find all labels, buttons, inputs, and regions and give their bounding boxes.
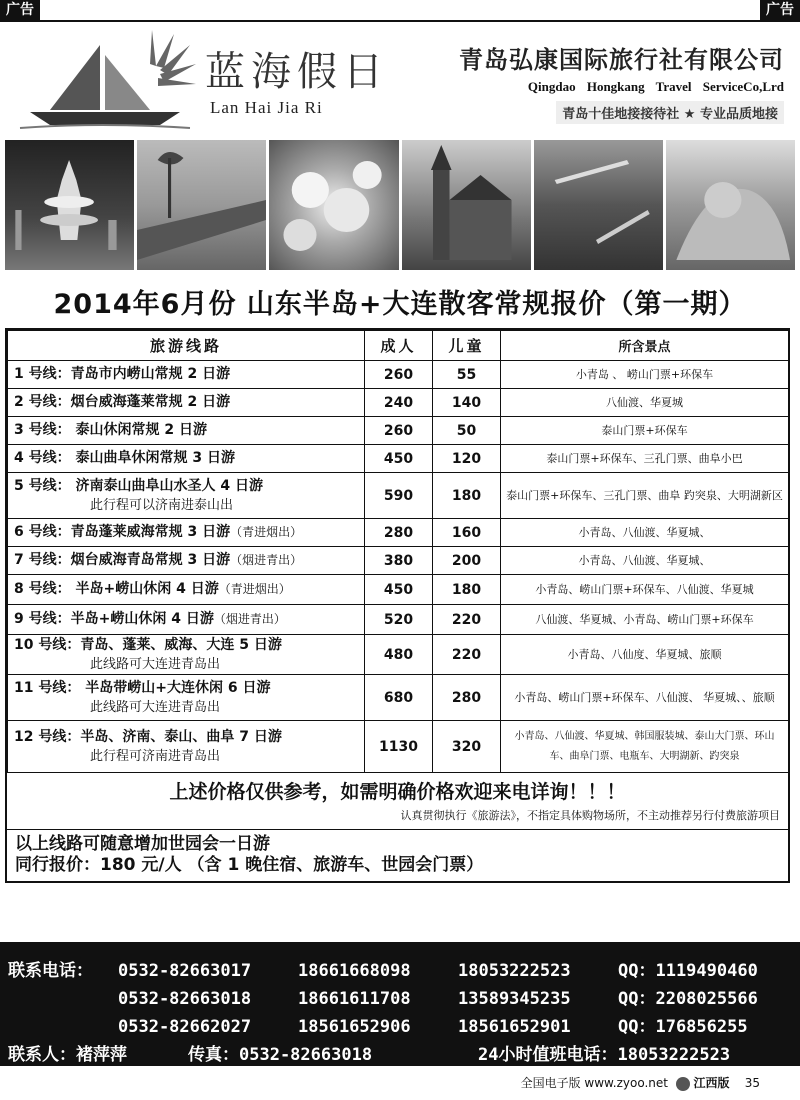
scenic-cell: 泰山门票+环保车 xyxy=(501,417,789,445)
route-name: 3 号线： 泰山休闲常规 2 日游 xyxy=(14,422,207,438)
edition-badge-icon xyxy=(676,1077,690,1091)
law-note: 认真贯彻执行《旅游法》，不指定具体购物场所，不主动推荐另行付费旅游项目 xyxy=(400,809,780,822)
price-table-box xyxy=(5,328,790,883)
route-name: 11 号线： 半岛带崂山+大连休闲 6 日游 xyxy=(14,679,271,696)
route-name: 4 号线： 泰山曲阜休闲常规 3 日游 xyxy=(14,450,235,466)
extra-offer-line1: 以上线路可随意增加世园会一日游 xyxy=(15,834,270,854)
contact-row-3 xyxy=(0,1012,800,1042)
child-price-cell: 160 xyxy=(433,519,501,547)
qq-number[interactable]: QQ：2208025566 xyxy=(618,989,758,1009)
adult-price-cell: 520 xyxy=(365,605,433,635)
scenic-cell: 泰山门票+环保车、三孔门票、曲阜小巴 xyxy=(501,445,789,473)
footer-edition: 江西版 xyxy=(693,1076,730,1090)
fax-number[interactable]: 传真：0532-82663018 xyxy=(188,1045,373,1065)
contact-person: 联系人：褚萍萍 xyxy=(8,1045,127,1065)
sailboat-logo-icon xyxy=(10,30,200,130)
company-name-cn: 青岛弘康国际旅行社有限公司 xyxy=(459,46,784,74)
logo-subtitle: Lan Hai Jia Ri xyxy=(210,98,323,117)
ad-label-right: 广告 xyxy=(760,0,800,20)
phone[interactable]: 18661611708 xyxy=(298,989,411,1009)
route-name: 12 号线：半岛、济南、泰山、曲阜 7 日游 xyxy=(14,728,282,745)
phone[interactable]: 18661668098 xyxy=(298,961,411,981)
col-header-adult: 成人 xyxy=(365,331,433,361)
phone[interactable]: 0532-82663018 xyxy=(118,989,252,1009)
route-cell xyxy=(8,721,365,773)
route-name: 9 号线：半岛+崂山休闲 4 日游 xyxy=(14,611,214,627)
route-name: 2 号线：烟台威海蓬莱常规 2 日游 xyxy=(14,394,231,410)
adult-price-cell: 260 xyxy=(365,417,433,445)
footer xyxy=(521,1074,760,1091)
table-row xyxy=(8,389,789,417)
photo-church xyxy=(402,140,531,270)
table-row xyxy=(8,675,789,721)
adult-price-cell: 680 xyxy=(365,675,433,721)
logo xyxy=(10,30,390,130)
child-price-cell: 220 xyxy=(433,635,501,675)
phone[interactable]: 18561652901 xyxy=(458,1017,571,1037)
route-direction: （青进烟出） xyxy=(230,525,303,539)
scenic-cell: 小青岛 、 崂山门票+环保车 xyxy=(501,361,789,389)
route-name: 8 号线： 半岛+崂山休闲 4 日游 xyxy=(14,581,219,597)
scenic-cell: 小青岛、崂山门票+环保车、八仙渡、华夏城 xyxy=(501,575,789,605)
route-cell xyxy=(8,445,365,473)
route-cell xyxy=(8,361,365,389)
company-info xyxy=(444,40,784,124)
page-number: 35 xyxy=(744,1076,760,1090)
adult-price-cell: 380 xyxy=(365,547,433,575)
company-name-en: Qingdao Hongkang Travel ServiceCo,Lrd xyxy=(527,79,784,94)
phone[interactable]: 13589345235 xyxy=(458,989,571,1009)
table-row xyxy=(8,605,789,635)
contact-panel xyxy=(0,942,800,1066)
logo-title: 蓝海假日 xyxy=(205,49,389,95)
table-row xyxy=(8,519,789,547)
child-price-cell: 140 xyxy=(433,389,501,417)
company-slogan: 青岛十佳地接接待社 ★ 专业品质地接 xyxy=(556,101,784,124)
adult-price-cell: 240 xyxy=(365,389,433,417)
route-note: 此线路可大连进青岛出 xyxy=(90,656,221,672)
scenic-cell: 小青岛、八仙渡、华夏城、 xyxy=(501,547,789,575)
qq-number[interactable]: QQ：176856255 xyxy=(618,1017,748,1037)
adult-price-cell: 590 xyxy=(365,473,433,519)
extra-offer xyxy=(7,829,788,881)
scenic-cell: 小青岛、八仙渡、华夏城、韩国服装城、泰山大门票、环山车、曲阜门票、电瓶车、大明湖新、趵突泉 xyxy=(501,721,789,773)
table-row xyxy=(8,361,789,389)
table-row xyxy=(8,635,789,675)
route-direction: （烟进青出） xyxy=(213,612,286,626)
child-price-cell: 120 xyxy=(433,445,501,473)
route-direction: （青进烟出） xyxy=(218,582,291,596)
route-note: 此行程可济南进青岛出 xyxy=(90,748,221,764)
route-cell xyxy=(8,605,365,635)
route-cell xyxy=(8,547,365,575)
table-row xyxy=(8,473,789,519)
qq-number[interactable]: QQ：1119490460 xyxy=(618,961,758,981)
scenic-cell: 小青岛、崂山门票+环保车、八仙渡、 华夏城、、旅顺 xyxy=(501,675,789,721)
child-price-cell: 320 xyxy=(433,721,501,773)
table-row xyxy=(8,547,789,575)
photo-sand-sculpture xyxy=(666,140,795,270)
scenic-cell: 八仙渡、华夏城、小青岛、崂山门票+环保车 xyxy=(501,605,789,635)
hotline[interactable]: 24小时值班电话：18053222523 xyxy=(478,1045,731,1065)
route-cell xyxy=(8,473,365,519)
phone-label: 联系电话： xyxy=(8,961,93,981)
contact-row-4 xyxy=(0,1040,800,1070)
route-cell xyxy=(8,519,365,547)
child-price-cell: 50 xyxy=(433,417,501,445)
route-name: 10 号线：青岛、蓬莱、威海、大连 5 日游 xyxy=(14,636,282,653)
child-price-cell: 280 xyxy=(433,675,501,721)
child-price-cell: 180 xyxy=(433,473,501,519)
col-header-child: 儿童 xyxy=(433,331,501,361)
contact-row-1 xyxy=(0,956,800,986)
header xyxy=(10,30,790,135)
phone[interactable]: 0532-82663017 xyxy=(118,961,252,981)
phone[interactable]: 18561652906 xyxy=(298,1017,411,1037)
route-note: 此行程可以济南进泰山出 xyxy=(90,497,234,513)
price-table xyxy=(7,330,789,773)
route-cell xyxy=(8,575,365,605)
route-name: 7 号线：烟台威海青岛常规 3 日游 xyxy=(14,552,231,568)
route-name: 1 号线：青岛市内崂山常规 2 日游 xyxy=(14,366,231,382)
scenic-cell: 小青岛、八仙度、华夏城、旅顺 xyxy=(501,635,789,675)
child-price-cell: 220 xyxy=(433,605,501,635)
route-cell xyxy=(8,635,365,675)
scenic-cell: 泰山门票+环保车、三孔门票、曲阜 趵突泉、大明湖新区 xyxy=(501,473,789,519)
photo-boardwalk xyxy=(137,140,266,270)
photo-pier xyxy=(534,140,663,270)
route-name: 5 号线： 济南泰山曲阜山水圣人 4 日游 xyxy=(14,477,263,494)
table-row xyxy=(8,721,789,773)
adult-price-cell: 480 xyxy=(365,635,433,675)
table-header-row xyxy=(8,331,789,361)
photo-night-tower xyxy=(5,140,134,270)
adult-price-cell: 450 xyxy=(365,575,433,605)
extra-offer-line2: 同行报价：180 元/人 （含 1 晚住宿、旅游车、世园会门票） xyxy=(15,855,484,875)
phone[interactable]: 18053222523 xyxy=(458,961,571,981)
page-title: 2014年6月份 山东半岛+大连散客常规报价（第一期） xyxy=(53,289,747,320)
top-divider xyxy=(0,20,800,22)
route-cell xyxy=(8,417,365,445)
child-price-cell: 200 xyxy=(433,547,501,575)
phone[interactable]: 0532-82662027 xyxy=(118,1017,252,1037)
route-direction: （烟进青出） xyxy=(230,553,303,567)
ad-label-left: 广告 xyxy=(0,0,40,20)
photo-blossoms xyxy=(269,140,398,270)
route-cell xyxy=(8,675,365,721)
scenic-cell: 小青岛、八仙渡、华夏城、 xyxy=(501,519,789,547)
contact-row-2 xyxy=(0,984,800,1014)
col-header-scenic: 所含景点 xyxy=(501,331,789,361)
route-name: 6 号线：青岛蓬莱威海常规 3 日游 xyxy=(14,524,231,540)
photo-strip xyxy=(5,140,795,270)
col-header-route: 旅游线路 xyxy=(8,331,365,361)
table-row xyxy=(8,575,789,605)
adult-price-cell: 1130 xyxy=(365,721,433,773)
adult-price-cell: 450 xyxy=(365,445,433,473)
child-price-cell: 55 xyxy=(433,361,501,389)
scenic-cell: 八仙渡、华夏城 xyxy=(501,389,789,417)
price-notice: 上述价格仅供参考，如需明确价格欢迎来电详询！！！ xyxy=(169,781,626,803)
child-price-cell: 180 xyxy=(433,575,501,605)
adult-price-cell: 260 xyxy=(365,361,433,389)
table-row xyxy=(8,417,789,445)
route-cell xyxy=(8,389,365,417)
footer-site[interactable]: 全国电子版 www.zyoo.net xyxy=(520,1076,668,1090)
table-row xyxy=(8,445,789,473)
route-note: 此线路可大连进青岛出 xyxy=(90,699,221,715)
adult-price-cell: 280 xyxy=(365,519,433,547)
